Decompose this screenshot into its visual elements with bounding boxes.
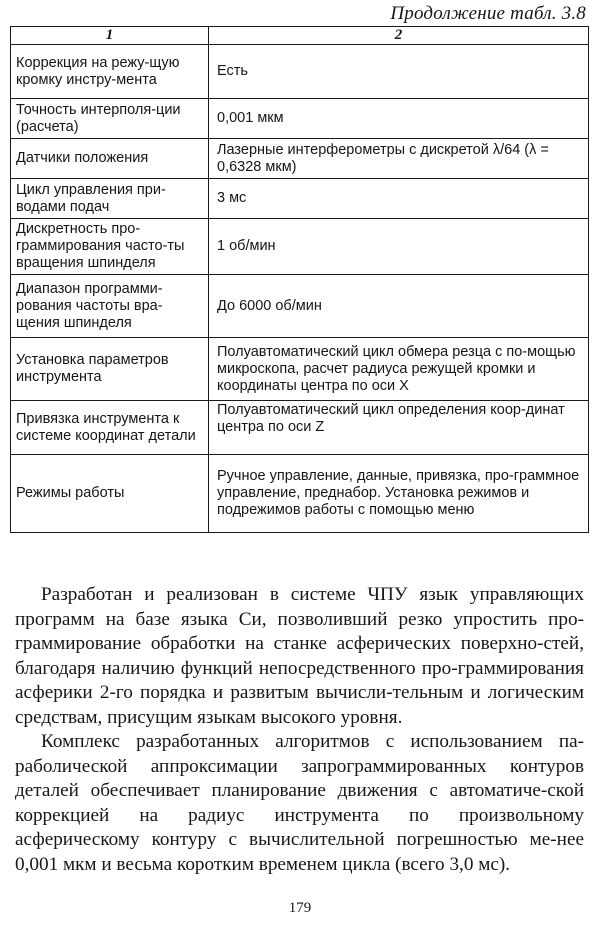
row-parameter: Диапазон программи-рования частоты вра-щения шпинделя <box>11 275 209 338</box>
row-parameter: Датчики положения <box>11 139 209 179</box>
table-row <box>11 139 589 179</box>
table-row <box>11 455 589 533</box>
column-header-1: 1 <box>11 27 209 45</box>
paragraph: Комплекс разработанных алгоритмов с использованием па-раболической аппроксимации запрограммированных контуров деталей обеспечивает планирование движения с автоматиче-ской коррекцией на радиус инструмента по произвольному асферическому контуру с вычислительной погрешностью ме-нее 0,001 мкм и весьма коротким временем цикла (всего 3,0 мс). <box>15 731 584 875</box>
table-row <box>11 338 589 401</box>
table-row <box>11 219 589 275</box>
page-number: 179 <box>288 900 312 916</box>
table-row <box>11 45 589 99</box>
row-value: Лазерные интерферометры с дискретой λ/64 (λ = 0,6328 мкм) <box>209 139 589 179</box>
body-text <box>15 583 584 877</box>
row-value: 1 об/мин <box>209 219 589 275</box>
specifications-table <box>10 26 589 533</box>
row-value: 0,001 мкм <box>209 99 589 139</box>
row-parameter: Цикл управления при-водами подач <box>11 179 209 219</box>
row-value: 3 мс <box>209 179 589 219</box>
table-row <box>11 99 589 139</box>
row-parameter: Дискретность про-граммирования часто-ты вращения шпинделя <box>11 219 209 275</box>
row-parameter: Точность интерполя-ции (расчета) <box>11 99 209 139</box>
paragraph: Разработан и реализован в системе ЧПУ язык управляющих программ на базе языка Си, позволивший резко упростить про-граммирование обработки на станке асферических поверхно-стей, благодаря наличию функций непосредственного про-граммирования асферики 2-го порядка и развитым вычисли-тельным и логическим средствам, присущим языкам высокого уровня. <box>15 584 584 728</box>
table-row <box>11 275 589 338</box>
row-value: Ручное управление, данные, привязка, про-граммное управление, преднабор. Установка режимов и подрежимов работы с помощью меню <box>209 455 589 533</box>
row-parameter: Коррекция на режу-щую кромку инстру-мента <box>11 45 209 99</box>
row-parameter: Режимы работы <box>11 455 209 533</box>
table-header-row <box>11 27 589 45</box>
table-row <box>11 179 589 219</box>
row-value: До 6000 об/мин <box>209 275 589 338</box>
table-row <box>11 401 589 455</box>
column-header-2: 2 <box>209 27 589 45</box>
row-value: Есть <box>209 45 589 99</box>
row-value: Полуавтоматический цикл обмера резца с по-мощью микроскопа, расчет радиуса режущей кромки и координаты центра по оси X <box>209 338 589 401</box>
table-continuation-caption: Продолжение табл. 3.8 <box>390 3 586 24</box>
row-value: Полуавтоматический цикл определения коор-динат центра по оси Z <box>209 401 589 455</box>
row-parameter: Привязка инструмента к системе координат детали <box>11 401 209 455</box>
row-parameter: Установка параметров инструмента <box>11 338 209 401</box>
